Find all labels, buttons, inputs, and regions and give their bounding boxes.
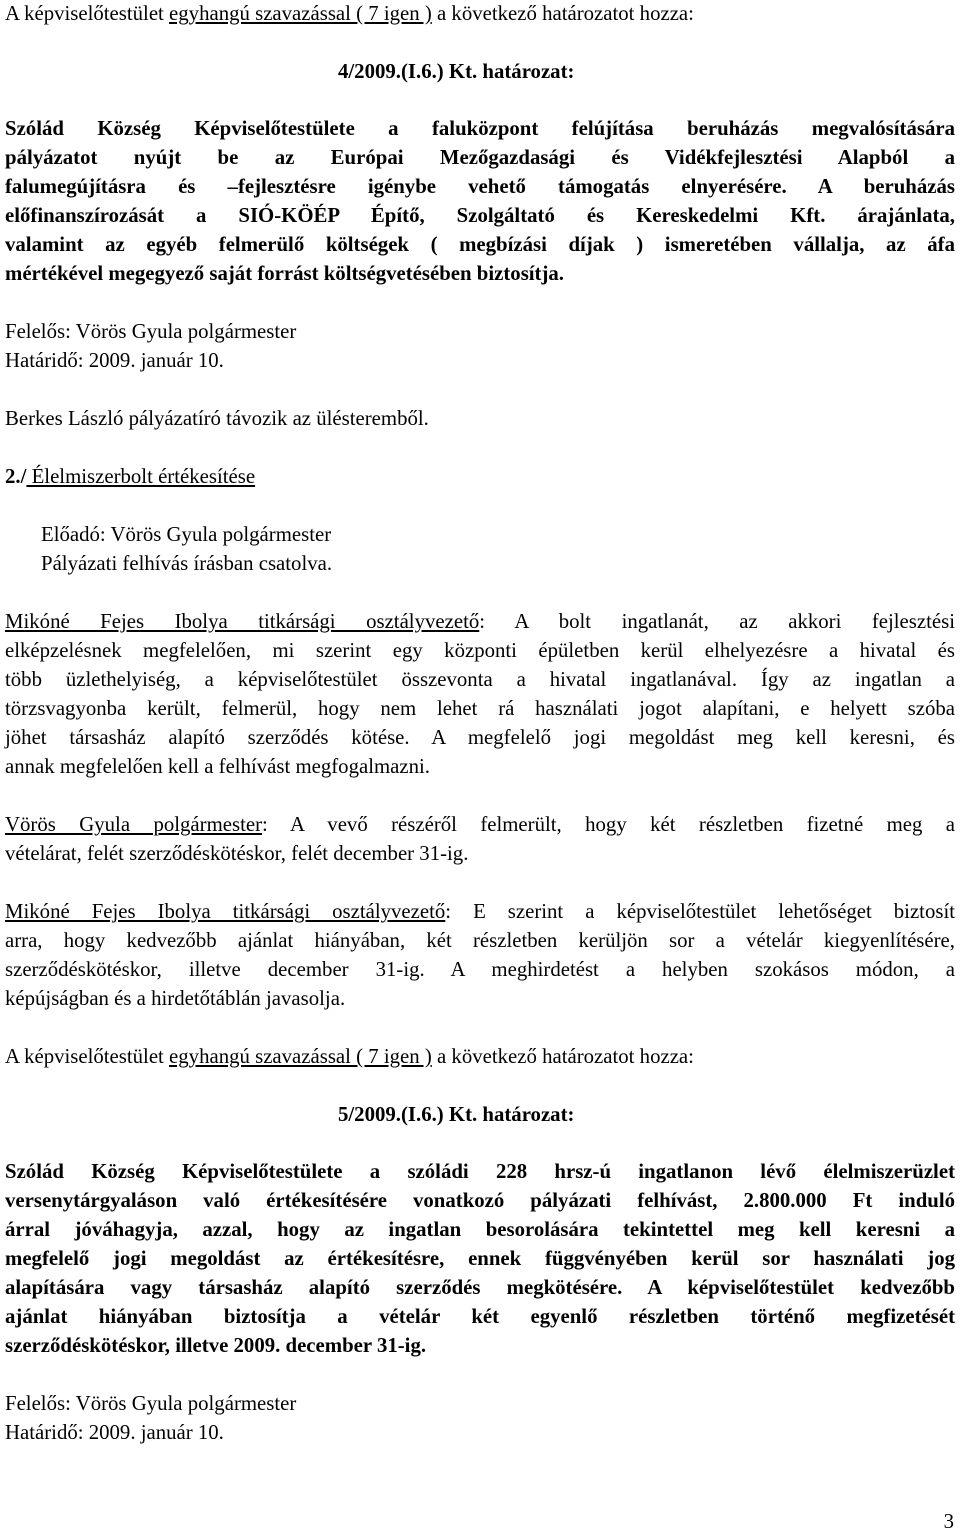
page-number: 3 (943, 1510, 954, 1533)
speech-text: : E szerint a képviselőtestület lehetőséget biztosít (445, 900, 955, 923)
vote-text-end: a következő határozatot hozza: (431, 2, 694, 25)
resolution-line: árral jóváhagyja, azzal, hogy az ingatlan besorolására tekintettel meg kell keresni a (5, 1218, 955, 1241)
resolution-line: valamint az egyéb felmerülő költségek ( megbízási díjak ) ismeretében vállalja, az áfa (5, 233, 955, 256)
speech-line: arra, hogy kedvezőbb ajánlat hiányában, két részletben kerüljön sor a vételár kiegyenlítésére, (5, 929, 955, 952)
vote-text-end: a következő határozatot hozza: (431, 1045, 694, 1068)
speech-line: képújságban és a hirdetőtáblán javasolja. (5, 987, 346, 1010)
vote-count: egyhangú szavazással ( 7 igen ) (169, 2, 432, 25)
document-page (5, 0, 955, 1537)
speech-text: : A bolt ingatlanát, az akkori fejlesztési (479, 610, 955, 633)
speech-line (5, 813, 955, 837)
vote-text: A képviselőtestület (5, 1045, 170, 1068)
resolution-line: Szólád Község Képviselőtestülete a szóládi 228 hrsz-ú ingatlanon lévő élelmiszerüzlet (5, 1160, 955, 1183)
resolution-line: pályázatot nyújt be az Európai Mezőgazdasági és Vidékfejlesztési Alapból a (5, 146, 955, 169)
speech-line (5, 610, 955, 634)
speech-line: elképzelésnek megfelelően, mi szerint egy központi épületben kerül elhelyezésre a hivatal és (5, 639, 955, 662)
attachment-note: Pályázati felhívás írásban csatolva. (41, 552, 333, 575)
resolution-line: előfinanszírozását a SIÓ-KÖÉP Építő, Szolgáltató és Kereskedelmi Kft. árajánlata, (5, 204, 955, 227)
resolution-title: 4/2009.(I.6.) Kt. határozat: (338, 60, 575, 83)
presenter: Előadó: Vörös Gyula polgármester (41, 523, 332, 546)
vote-statement (5, 2, 694, 26)
agenda-heading (5, 465, 255, 489)
resolution-line: ajánlat hiányában biztosítja a vételár két egyenlő részletben történő megfizetését (5, 1305, 955, 1328)
speaker-name: Vörös Gyula polgármester (5, 813, 263, 836)
speech-line (5, 900, 955, 924)
responsible: Felelős: Vörös Gyula polgármester (5, 320, 297, 343)
deadline: Határidő: 2009. január 10. (5, 349, 224, 372)
vote-statement (5, 1045, 694, 1069)
agenda-title: Élelmiszerbolt értékesítése (26, 465, 256, 488)
resolution-line: mértékével megegyező saját forrást költségvetésében biztosítja. (5, 262, 565, 285)
resolution-line: megfelelő jogi megoldást az értékesítésre, ennek függvényében kerül sor használati jog (5, 1247, 955, 1270)
speech-line: jöhet társasház alapító szerződés kötése. A megfelelő jogi megoldást meg kell keresni, és (5, 726, 955, 749)
vote-count: egyhangú szavazással ( 7 igen ) (169, 1045, 432, 1068)
resolution-title: 5/2009.(I.6.) Kt. határozat: (338, 1103, 575, 1126)
speech-line: szerződéskötéskor, illetve december 31-ig. A meghirdetést a helyben szokásos módon, a (5, 958, 955, 981)
speech-line: annak megfelelően kell a felhívást megfogalmazni. (5, 755, 431, 778)
resolution-line: versenytárgyaláson való értékesítésére vonatkozó pályázati felhívást, 2.800.000 Ft induló (5, 1189, 955, 1212)
speech-text: : A vevő részéről felmerült, hogy két részletben fizetné meg a (262, 813, 955, 836)
responsible: Felelős: Vörös Gyula polgármester (5, 1392, 297, 1415)
resolution-line: falumegújításra és –fejlesztésre igénybe vehető támogatás elnyerésére. A beruházás (5, 175, 955, 198)
speaker-name: Mikóné Fejes Ibolya titkársági osztályvezető (5, 900, 446, 923)
deadline: Határidő: 2009. január 10. (5, 1421, 224, 1444)
speech-line: vételárat, felét szerződéskötéskor, felét december 31-ig. (5, 842, 469, 865)
speech-line: törzsvagyonba került, felmerül, hogy nem lehet rá használati jogot alapítani, e helyett szóba (5, 697, 955, 720)
agenda-number: 2./ (5, 465, 27, 488)
speaker-name: Mikóné Fejes Ibolya titkársági osztályvezető (5, 610, 480, 633)
resolution-line: Szólád Község Képviselőtestülete a faluközpont felújítása beruházás megvalósítására (5, 117, 955, 140)
resolution-line: alapítására vagy társasház alapító szerződés megkötésére. A képviselőtestület kedvezőbb (5, 1276, 955, 1299)
resolution-line: szerződéskötéskor, illetve 2009. december 31-ig. (5, 1334, 427, 1357)
vote-text: A képviselőtestület (5, 2, 170, 25)
departure-note: Berkes László pályázatíró távozik az ülésteremből. (5, 407, 429, 430)
speech-line: több üzlethelyiség, a képviselőtestület összevonta a hivatal ingatlanával. Így az ingatlan a (5, 668, 955, 691)
